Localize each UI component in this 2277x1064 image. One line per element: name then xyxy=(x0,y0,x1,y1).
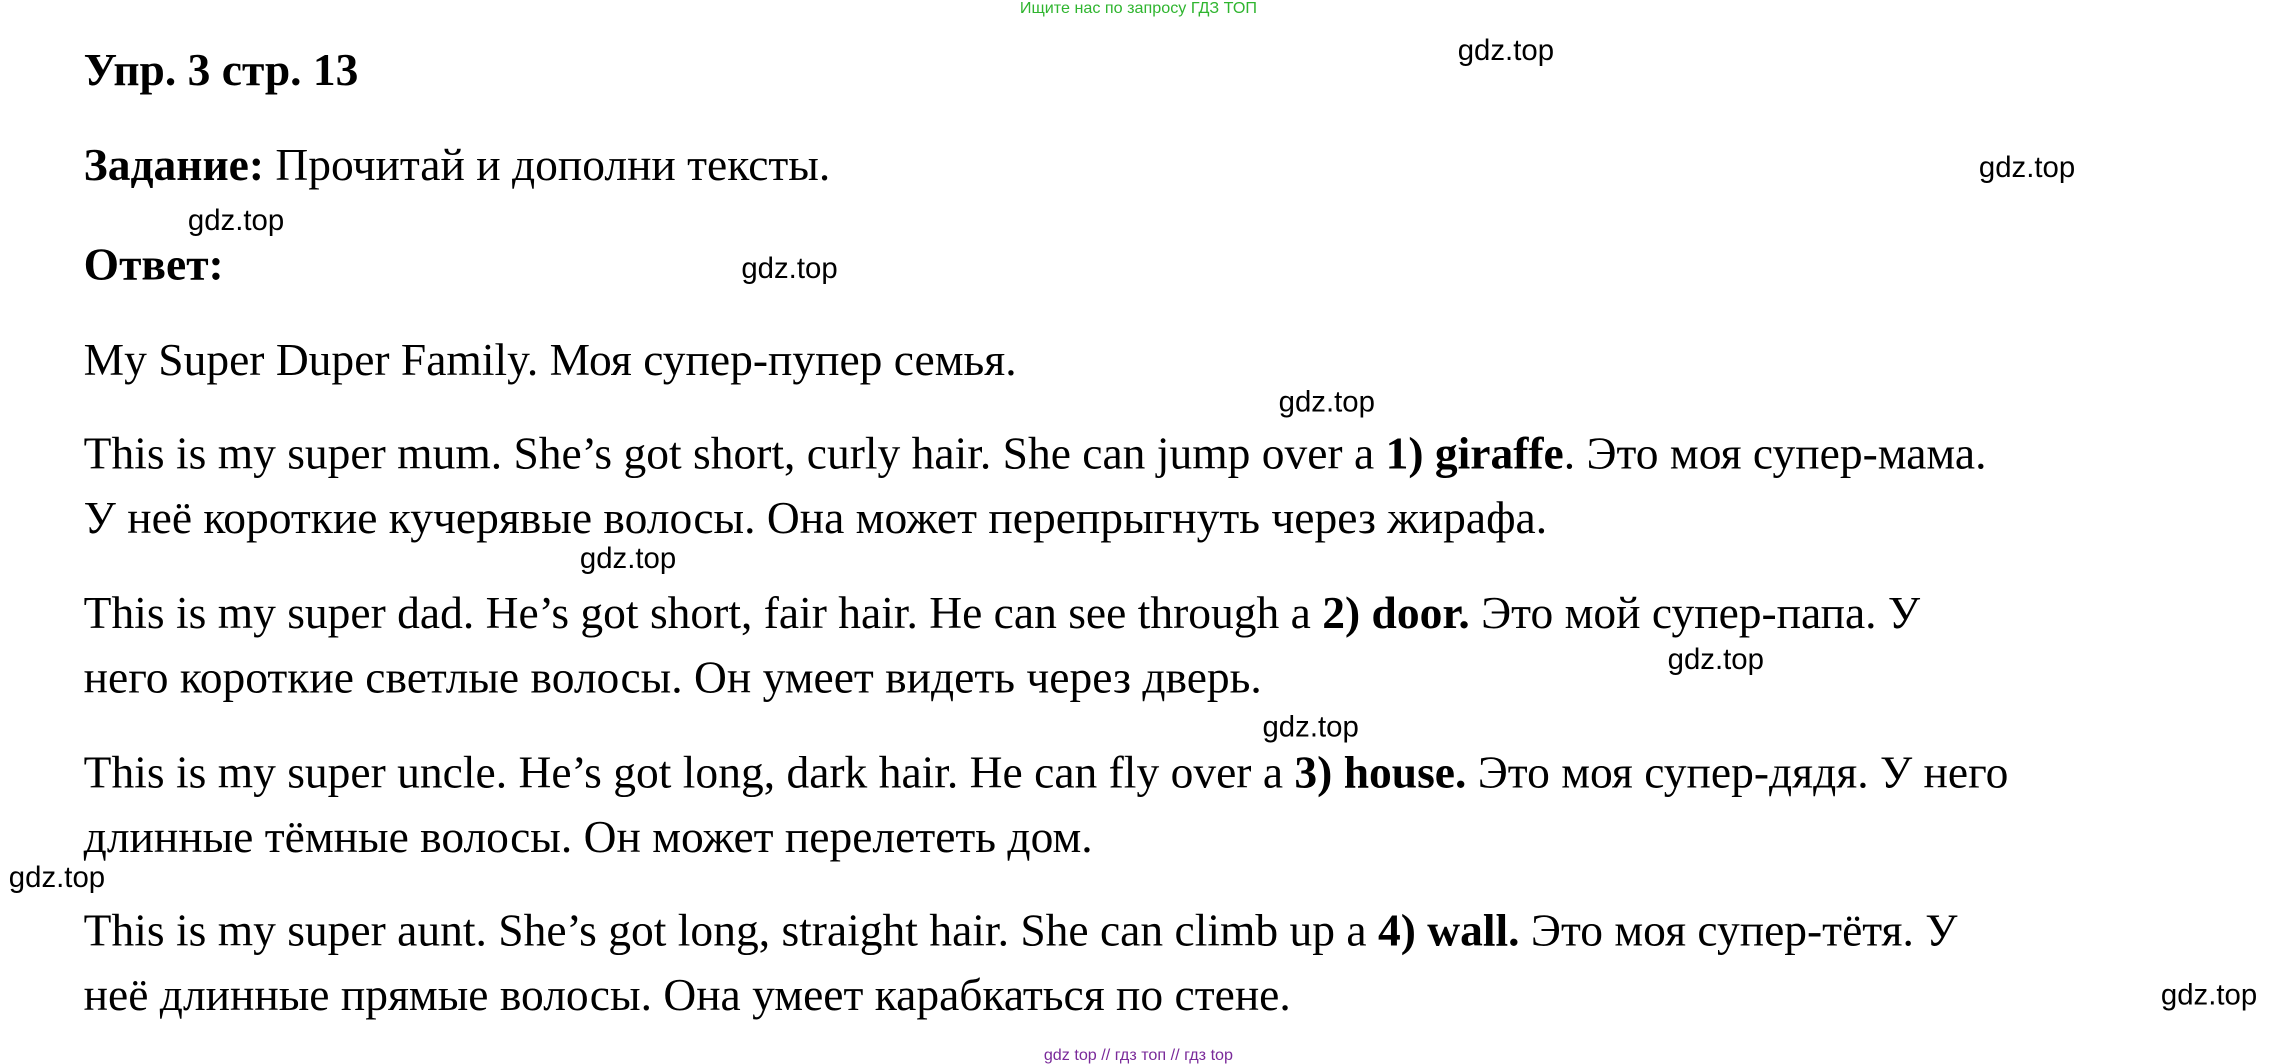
watermark: gdz.top xyxy=(2160,979,2258,1012)
task-text: Прочитай и дополни тексты. xyxy=(264,139,831,191)
paragraph-3-line-2: длинные тёмные волосы. Он может перелететь дом. xyxy=(83,811,1093,863)
answer-4: 4) wall. xyxy=(1377,904,1520,956)
paragraph-1-line-2: У неё короткие кучерявые волосы. Она может перепрыгнуть через жирафа. xyxy=(83,491,1548,544)
watermark: gdz.top xyxy=(1667,644,1764,677)
watermark: gdz.top xyxy=(1978,152,2076,185)
paragraph-2 xyxy=(84,581,1920,710)
watermark: gdz.top xyxy=(1278,386,1375,419)
paragraph-2-line-2: него короткие светлые волосы. Он умеет видеть через дверь. xyxy=(83,651,1262,703)
watermark: gdz.top xyxy=(741,253,838,286)
exercise-title: Упр. 3 стр. 13 xyxy=(83,43,359,96)
paragraph-3-line-1: This is my super uncle. He’s got long, dark hair. He can fly over a 3) house. Это моя супер-дядя. У него xyxy=(83,746,2009,798)
paragraph-2-line-1: This is my super dad. He’s got short, fair hair. He can see through a 2) door. Это мой супер-папа. У xyxy=(83,587,1921,639)
paragraph-4-line-1: This is my super aunt. She’s got long, straight hair. She can climb up a 4) wall. Это моя супер-тётя. У xyxy=(83,904,1958,956)
watermark: gdz.top xyxy=(1262,711,1359,744)
paragraph-1 xyxy=(84,422,1987,551)
top-banner[interactable]: Ищите нас по запросу ГДЗ ТОП xyxy=(1019,0,1257,18)
footer-links[interactable]: gdz top // гдз топ // гдз top xyxy=(1043,1046,1234,1064)
answer-label: Ответ: xyxy=(83,238,224,290)
answer-3: 3) house. xyxy=(1294,746,1467,798)
paragraph-4 xyxy=(84,899,1958,1028)
content-heading: My Super Duper Family. Моя супер-пупер семья. xyxy=(83,333,1017,386)
paragraph-1-line-1: This is my super mum. She’s got short, curly hair. She can jump over a 1) giraffe. Это моя супер-мама. xyxy=(83,427,1987,479)
task-label: Задание: xyxy=(83,139,265,191)
watermark: gdz.top xyxy=(8,862,106,895)
answer-2: 2) door. xyxy=(1322,587,1470,639)
watermark: gdz.top xyxy=(187,204,285,238)
answer-1: 1) giraffe xyxy=(1385,427,1564,479)
paragraph-4-line-2: неё длинные прямые волосы. Она умеет карабкаться по стене. xyxy=(83,969,1291,1021)
watermark: gdz.top xyxy=(1457,35,1555,68)
paragraph-3 xyxy=(84,741,2009,870)
watermark: gdz.top xyxy=(579,543,677,576)
task-line xyxy=(84,139,831,192)
